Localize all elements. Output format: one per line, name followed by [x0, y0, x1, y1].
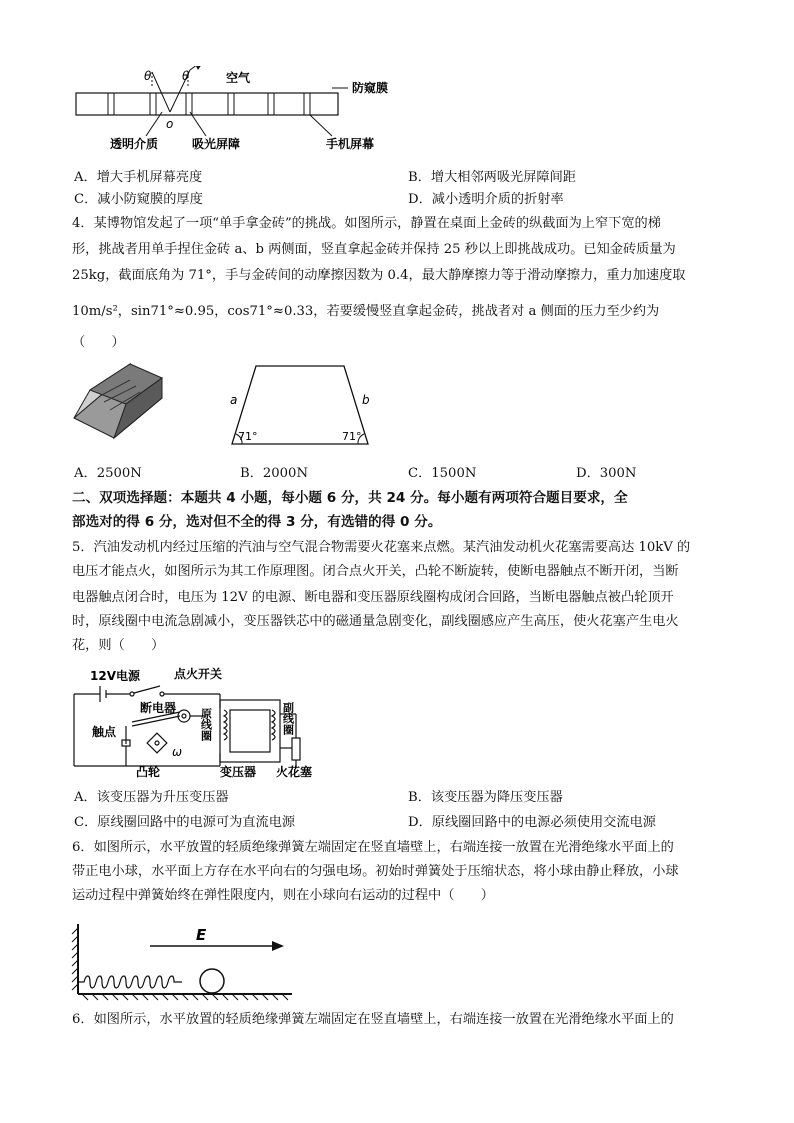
q4-option-c: C．1500N [408, 466, 477, 481]
q5-line-4: 时，原线圈中电流急剧减小，变压器铁芯中的磁通量急剧变化，副线圈感应产生高压，使火花塞产生电火 [72, 614, 679, 629]
cam-label: 凸轮 [136, 765, 161, 779]
q4-line-2: 形，挑战者用单手捏住金砖 a、b 两侧面，竖直拿起金砖并保持 25 秒以上即挑战成功。已知金砖质量为 [72, 242, 676, 257]
field-e-label: E [196, 926, 207, 944]
q5-line-1: 5．汽油发动机内经过压缩的汽油与空气混合物需要火花塞来点燃。某汽油发动机火花塞需要高达 10kV 的 [72, 540, 691, 555]
q6-line-2: 带正电小球，水平面上方存在水平向右的匀强电场。初始时弹簧处于压缩状态，将小球由静止释放，小球 [72, 864, 679, 879]
privacy-film-figure [70, 66, 430, 156]
gold-brick-image [70, 360, 180, 450]
q5-option-d: D．原线圈回路中的电源必须使用交流电源 [408, 815, 656, 830]
side-a-label: a [230, 393, 238, 407]
source-label: 12V电源 [90, 669, 140, 683]
q6-line-3: 运动过程中弹簧始终在弹性限度内，则在小球向右运动的过程中（ ） [72, 888, 494, 903]
q3-option-b: B．增大相邻两吸光屏障间距 [408, 170, 576, 185]
spark-plug-label: 火花塞 [276, 765, 313, 779]
q5-option-a: A．该变压器为升压变压器 [74, 790, 229, 805]
spring-ball-figure [70, 918, 300, 1008]
switch-label: 点火开关 [174, 667, 223, 681]
q6-line-1: 6．如图所示，水平放置的轻质绝缘弹簧左端固定在竖直墙壁上，右端连接一放置在光滑绝缘水平面上的 [72, 840, 674, 855]
q5-option-c: C．原线圈回路中的电源可为直流电源 [74, 815, 296, 830]
q7-line-1: 6．如图所示，水平放置的轻质绝缘弹簧左端固定在竖直墙壁上，右端连接一放置在光滑绝缘水平面上的 [72, 1012, 674, 1027]
contact-label: 触点 [92, 725, 117, 739]
section-2-heading-line-1: 二、双项选择题：本题共 4 小题，每小题 6 分，共 24 分。每小题有两项符合题目要求，全 [72, 490, 628, 506]
medium-label: 透明介质 [110, 137, 159, 151]
section-2-heading-line-2: 部选对的得 6 分，选对但不全的得 3 分，有选错的得 0 分。 [72, 514, 442, 530]
barrier-label: 吸光屏障 [192, 137, 241, 151]
q4-line-5: （ ） [72, 335, 125, 350]
angle-right-label: 71° [342, 430, 362, 443]
q4-option-b: B．2000N [240, 466, 308, 481]
q5-line-3: 电器触点闭合时，电压为 12V 的电源、断电器和变压器原线圈构成闭合回路，当断电器触点被凸轮顶开 [72, 590, 674, 605]
q3-option-c: C．减小防窥膜的厚度 [74, 192, 203, 207]
air-label: 空气 [226, 71, 251, 85]
film-label: 防窥膜 [352, 81, 389, 95]
q4-line-4: 10m/s²，sin71°≈0.95，cos71°≈0.33，若要缓慢竖直拿起金砖，挑战者对 a 侧面的压力至少约为 [72, 304, 660, 319]
q3-option-a: A．增大手机屏幕亮度 [74, 170, 203, 185]
point-o-label: o [166, 117, 174, 131]
ignition-circuit-figure [70, 664, 370, 782]
transformer-label: 变压器 [220, 765, 257, 779]
q4-line-3: 25kg，截面底角为 71°，手与金砖间的动摩擦因数为 0.4，最大静摩擦力等于滑动摩擦力，重力加速度取 [72, 268, 686, 283]
screen-label: 手机屏幕 [326, 137, 375, 151]
q4-line-1: 4．某博物馆发起了一项“单手拿金砖”的挑战。如图所示，静置在桌面上金砖的纵截面为上窄下宽的梯 [72, 216, 661, 231]
q3-option-d: D．减小透明介质的折射率 [408, 192, 564, 207]
q5-line-5: 花，则（ ） [72, 638, 165, 653]
theta-left-label: θ [144, 69, 152, 83]
q4-option-d: D．300N [576, 466, 637, 481]
angle-left-label: 71° [238, 430, 258, 443]
secondary-coil-label: 副线圈 [281, 702, 295, 735]
q4-option-a: A．2500N [74, 466, 142, 481]
primary-coil-label: 原线圈 [199, 708, 213, 741]
q5-line-2: 电压才能点火，如图所示为其工作原理图。闭合点火开关，凸轮不断旋转，使断电器触点不断开闭，当断 [72, 564, 679, 579]
theta-right-label: θ [182, 69, 190, 83]
side-b-label: b [362, 393, 370, 407]
trapezoid-section-figure [220, 362, 380, 448]
omega-label: ω [172, 745, 183, 759]
q5-option-b: B．该变压器为降压变压器 [408, 790, 563, 805]
breaker-label: 断电器 [140, 701, 177, 715]
